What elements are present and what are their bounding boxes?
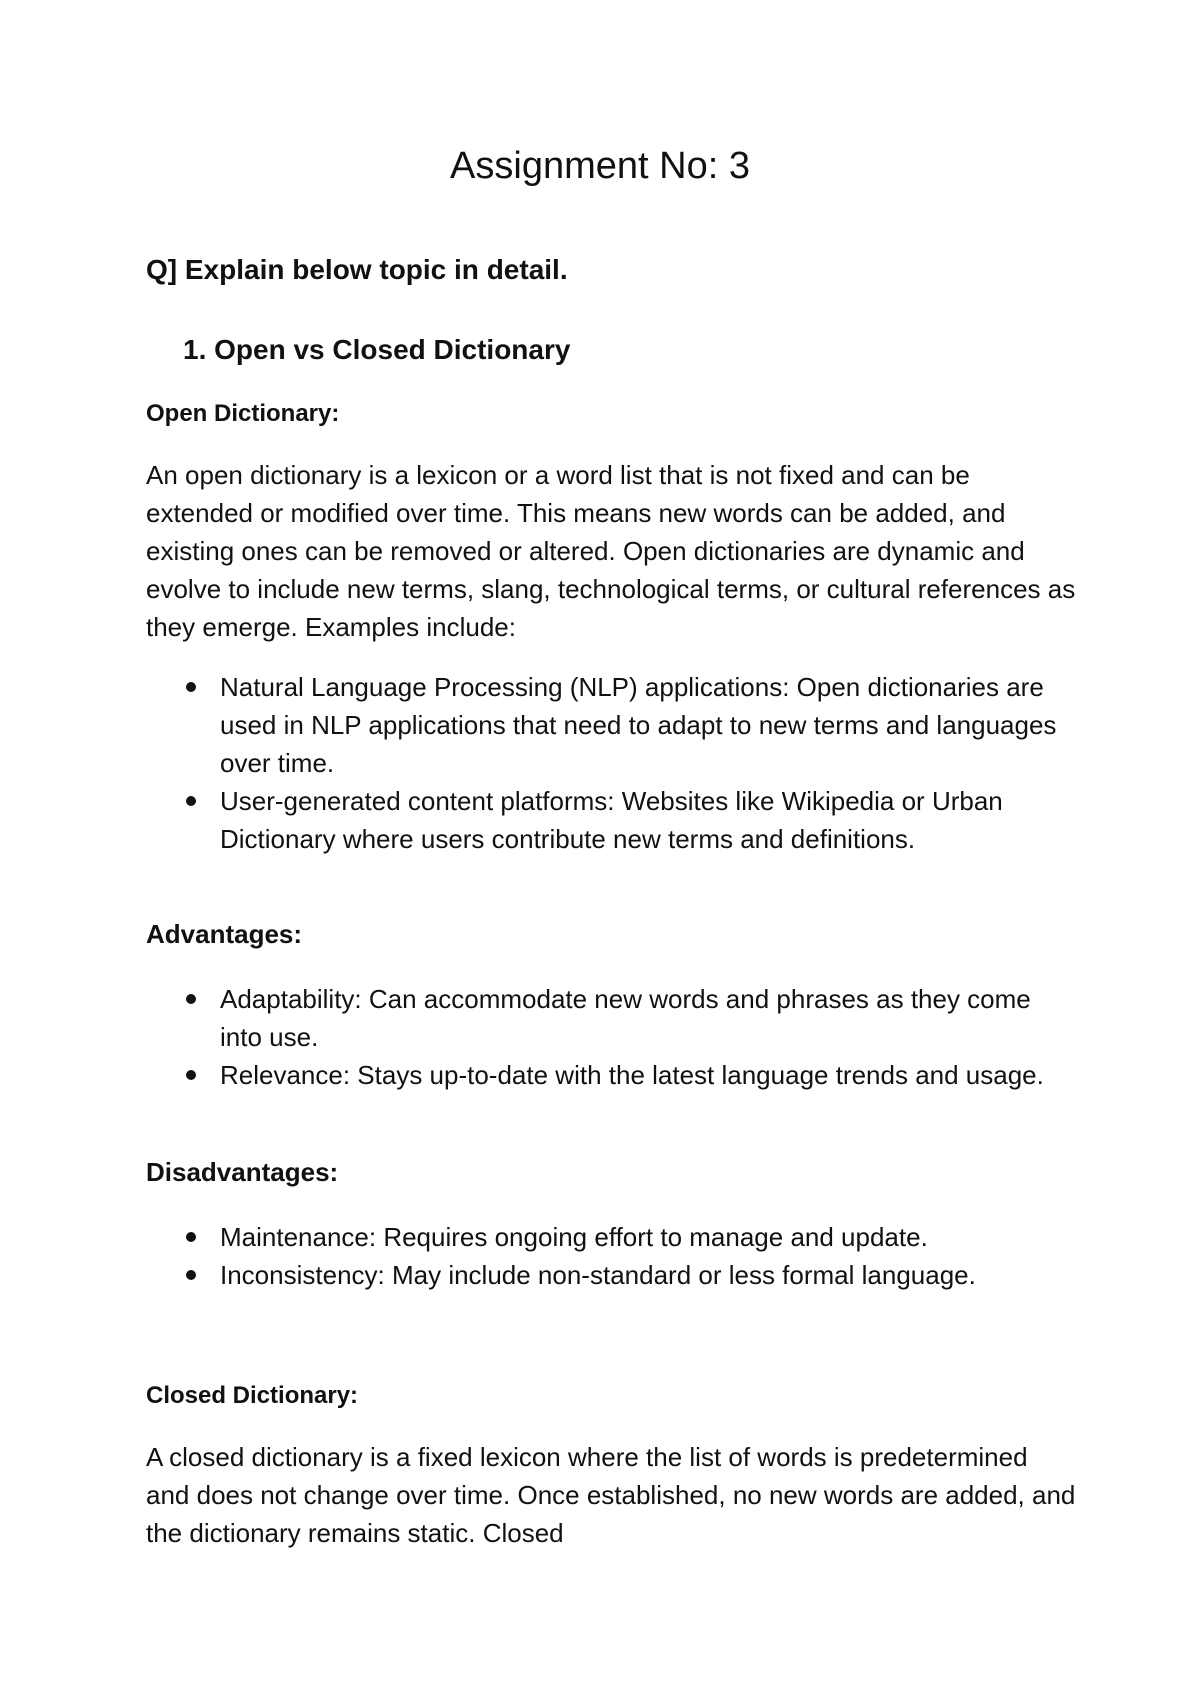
list-item-text: Maintenance: Requires ongoing effort to manage and update. bbox=[220, 1222, 928, 1252]
list-item bbox=[146, 980, 1076, 1056]
bullet-icon bbox=[186, 1232, 196, 1242]
list-item bbox=[146, 668, 1076, 782]
disadvantages-heading: Disadvantages: bbox=[146, 1157, 339, 1187]
advantages-heading: Advantages: bbox=[146, 919, 303, 949]
open-dictionary-paragraph: An open dictionary is a lexicon or a word list that is not fixed and can be extended or modified over time. This means new words can be added, and existing ones can be removed or altered. Open dictionaries are dynamic and evolve to include new terms, slang, technological terms, or cultural references as they emerge. Examples include: bbox=[146, 460, 1076, 642]
closed-dictionary-paragraph: A closed dictionary is a fixed lexicon where the list of words is predetermined and does not change over time. Once established, no new words are added, and the dictionary remains static. Closed bbox=[146, 1442, 1076, 1548]
bullet-icon bbox=[186, 796, 196, 806]
section-heading: 1. Open vs Closed Dictionary bbox=[183, 334, 571, 365]
closed-dictionary-heading: Closed Dictionary: bbox=[146, 1382, 359, 1409]
advantages-list bbox=[146, 980, 1076, 1094]
list-item bbox=[146, 1056, 1076, 1094]
list-item bbox=[146, 1218, 1076, 1256]
disadvantages-list bbox=[146, 1218, 1076, 1294]
open-dictionary-heading: Open Dictionary: bbox=[146, 400, 340, 427]
question-prompt: Q] Explain below topic in detail. bbox=[146, 254, 568, 285]
bullet-icon bbox=[186, 682, 196, 692]
list-item-text: Natural Language Processing (NLP) applications: Open dictionaries are used in NLP applications that need to adapt to new terms and languages over time. bbox=[220, 672, 1057, 778]
bullet-icon bbox=[186, 1270, 196, 1280]
list-item-text: Relevance: Stays up-to-date with the latest language trends and usage. bbox=[220, 1060, 1044, 1090]
bullet-icon bbox=[186, 994, 196, 1004]
document-title: Assignment No: 3 bbox=[450, 145, 750, 187]
list-item-text: Adaptability: Can accommodate new words and phrases as they come into use. bbox=[220, 984, 1031, 1052]
list-item bbox=[146, 1256, 1076, 1294]
list-item-text: User-generated content platforms: Websites like Wikipedia or Urban Dictionary where users contribute new terms and definitions. bbox=[220, 786, 1003, 854]
open-dictionary-examples-list bbox=[146, 668, 1076, 858]
list-item bbox=[146, 782, 1076, 858]
list-item-text: Inconsistency: May include non-standard or less formal language. bbox=[220, 1260, 976, 1290]
bullet-icon bbox=[186, 1070, 196, 1080]
